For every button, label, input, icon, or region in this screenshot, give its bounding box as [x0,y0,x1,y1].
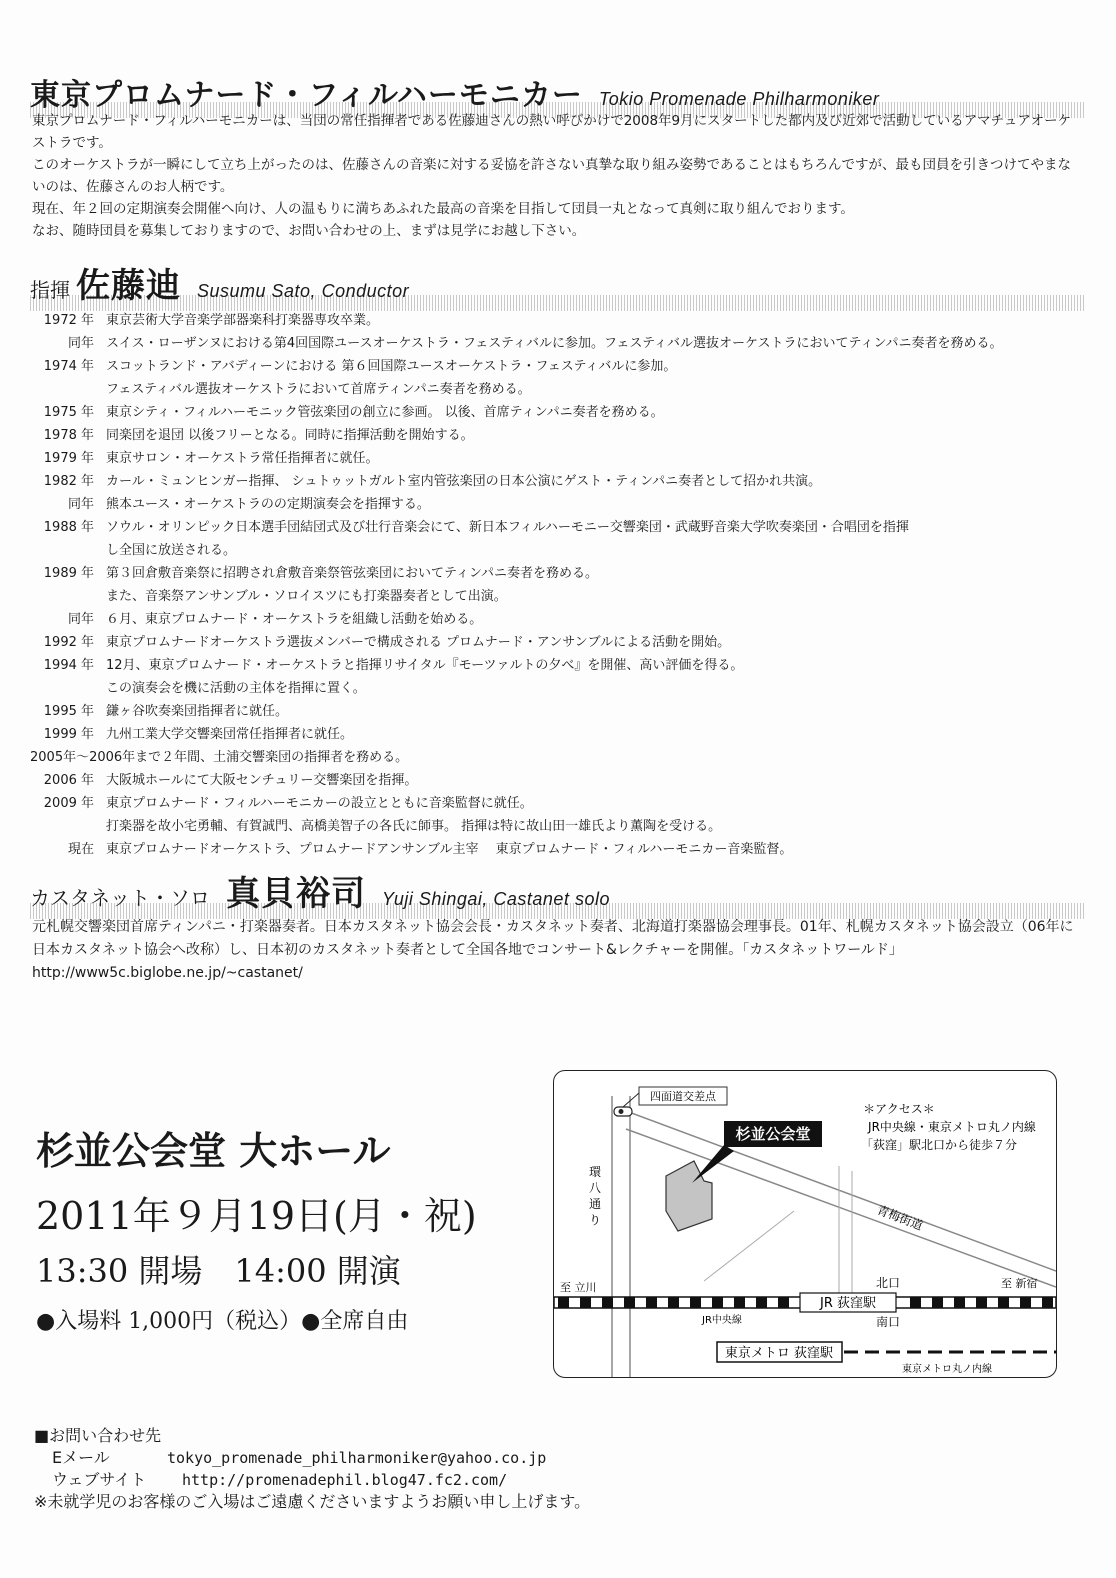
orchestra-paragraph: このオーケストラが一瞬にして立ち上がったのは、佐藤さんの音楽に対する妥協を許さない真摯な取り組み姿勢であることはもちろんですが、最も団員を引きつけてやまないのは、佐藤さんのお人柄です。 [32,157,1071,195]
career-year: 2009 年 [43,796,94,811]
conductor-name-en: Susumu Sato, Conductor [197,281,410,301]
track-tick [778,1297,789,1308]
career-year: 1979 年 [43,451,94,466]
career-text: 同楽団を退団 以後フリーとなる。同時に指揮活動を開始する。 [106,428,474,443]
track-tick [756,1297,767,1308]
career-year: 1989 年 [43,566,94,581]
track-tick [1020,1297,1031,1308]
orchestra-paragraph: なお、随時団員を募集しておりますので、お問い合わせの上、まずは見学にお越し下さい。 [32,223,586,239]
kanpachi-label-char: 通 [588,1197,602,1211]
career-text: 九州工業大学交響楽団常任指揮者に就任。 [106,727,354,742]
career-row [30,815,1082,838]
career-row [30,470,1082,493]
career-row [30,332,1082,355]
orchestra-paragraph: 現在、年２回の定期演奏会開催へ向け、人の温もりに満ちあふれた最高の音楽を目指して団員一丸となって真剣に取り組んでおります。 [32,201,854,217]
track-tick [998,1297,1009,1308]
career-year [30,585,106,608]
track-tick [932,1297,943,1308]
conductor-name: 佐藤迪 [76,266,181,306]
career-year [30,378,106,401]
email-label: Eメール [52,1448,110,1467]
contact-info [34,1425,590,1513]
track-tick [646,1297,657,1308]
south-exit-label: 南口 [876,1315,901,1329]
to-tachikawa-label: 至 立川 [560,1281,597,1294]
career-text: また、音楽祭アンサンブル・ソロイスツにも打楽器奏者として出演。 [106,589,507,604]
track-tick [580,1297,591,1308]
conductor-header [30,258,1086,307]
career-row [30,493,1082,516]
website-link[interactable]: http://promenadephil.blog47.fc2.com/ [182,1471,508,1489]
career-year: 1975 年 [43,405,94,420]
track-tick [734,1297,745,1308]
career-row [30,309,1082,332]
jr-station-label: JR 荻窪駅 [820,1296,876,1311]
career-year: 現在 [67,842,94,857]
conductor-role: 指揮 [30,278,70,302]
career-year: 1972 年 [43,313,94,328]
career-text: ６月、東京プロムナード・オーケストラを組織し活動を始める。 [106,612,483,627]
event-info [36,1120,477,1335]
career-year: 1999 年 [43,727,94,742]
career-year: 同年 [67,612,94,627]
career-text: ソウル・オリンピック日本選手団結団式及び壮行音楽会にて、新日本フィルハーモニー交響楽団・武蔵野音楽大学吹奏楽団・合唱団を指揮 [106,520,909,535]
orchestra-paragraph: 東京プロムナード・フィルハーモニカーは、当団の常任指揮者である佐藤迪さんの熱い呼びかけで2008年9月にスタートした都内及び近郊で活動しているアマチュアオーケストラです。 [32,113,1072,151]
intersection-callout-line [623,1093,639,1107]
access-line2: 「荻窪」駅北口から徒歩７分 [860,1138,1018,1152]
track-tick [976,1297,987,1308]
career-row [30,516,1082,539]
career-text: 東京シティ・フィルハーモニック管弦楽団の創立に参画。 以後、首席ティンパニ奏者を務める。 [106,405,664,420]
career-year: 1974 年 [43,359,94,374]
track-tick [624,1297,635,1308]
career-text: この演奏会を機に活動の主体を指揮に置く。 [106,681,366,696]
conductor-career-list [30,309,1082,861]
career-text: 東京プロムナードオーケストラ、プロムナードアンサンブル主宰 東京プロムナード・フィルハーモニカー音楽監督。 [106,842,793,857]
email-link[interactable]: tokyo_promenade_philharmoniker@yahoo.co.jp [167,1449,547,1467]
career-row [30,585,1082,608]
kanpachi-label-char: 八 [588,1181,602,1195]
career-text: フェスティバル選抜オーケストラにおいて首席ティンパニ奏者を務める。 [106,382,531,397]
career-text: 12月、東京プロムナード・オーケストラと指揮リサイタル『モーツァルトの夕べ』を開催、高い評価を得る。 [106,658,744,673]
career-year: 同年 [67,497,94,512]
career-year: 1992 年 [43,635,94,650]
admission-fee: ●入場料 1,000円（税込）●全席自由 [36,1309,409,1334]
orchestra-header [30,70,1086,114]
metro-line-label: 東京メトロ丸ノ内線 [902,1364,992,1375]
career-year: 1978 年 [43,428,94,443]
track-tick [668,1297,679,1308]
track-tick [712,1297,723,1308]
career-row [30,700,1082,723]
career-row [30,562,1082,585]
career-row [30,838,1082,861]
career-row [30,401,1082,424]
north-exit-label: 北口 [876,1276,901,1290]
career-row [30,631,1082,654]
career-row [30,792,1082,815]
career-row [30,447,1082,470]
career-row [30,654,1082,677]
venue-map-label: 杉並公会堂 [735,1125,811,1143]
career-row [30,424,1082,447]
career-row [30,355,1082,378]
career-row [30,746,1082,769]
orchestra-description [32,110,1084,242]
traffic-signal-light [619,1109,624,1114]
career-text: 鎌ヶ谷吹奏楽団指揮者に就任。 [106,704,289,719]
website-label: ウェブサイト [52,1470,147,1489]
side-street-line [704,1211,794,1281]
career-text: 大阪城ホールにて大阪センチュリー交響楽団を指揮。 [106,773,418,788]
career-year: 1982 年 [43,474,94,489]
kanpachi-label-char: 環 [588,1165,602,1179]
career-row [30,539,1082,562]
track-tick [602,1297,613,1308]
map-drawing [554,1071,1056,1377]
career-text: 東京サロン・オーケストラ常任指揮者に就任。 [106,451,379,466]
soloist-name: 真貝裕司 [226,874,366,914]
track-tick [1042,1297,1053,1308]
career-text: 熊本ユース・オーケストラのの定期演奏会を指揮する。 [106,497,430,512]
career-text: 東京プロムナードオーケストラ選抜メンバーで構成される プロムナード・アンサンブルによる活動を開始。 [106,635,731,650]
soloist-header [30,866,1086,915]
soloist-bio: 元札幌交響楽団首席ティンパニ・打楽器奏者。日本カスタネット協会会長・カスタネット奏者、北海道打楽器協会理事長。01年、札幌カスタネット協会設立（06年に日本カスタネット協会へ改称）し、日本初のカスタネット奏者として全国各地でコンサート&レクチャーを開催。「カスタネットワールド」http://www5c.biglobe.ne.jp/~castanet/ [32,919,1074,981]
venue-callout-pointer [692,1145,734,1183]
career-text: 東京芸術大学音楽学部器楽科打楽器専攻卒業。 [106,313,380,328]
event-date: 2011年９月19日(月・祝) [36,1194,477,1238]
kanpachi-label-char: り [588,1213,602,1227]
access-title: ＊アクセス＊ [863,1102,935,1116]
career-text: し全国に放送される。 [106,543,237,558]
jr-line-label: JR中央線 [702,1315,742,1326]
access-map [553,1070,1057,1378]
career-text: 打楽器を故小宅勇輔、有賀誠門、高橋美智子の各氏に師事。 指揮は特に故山田一雄氏より薫陶を受ける。 [106,819,722,834]
track-tick [954,1297,965,1308]
career-year [30,539,106,562]
soloist-role: カスタネット・ソロ [30,886,210,910]
career-text [408,746,1082,769]
orchestra-subtitle-en: Tokio Promenade Philharmoniker [598,89,880,109]
website-row [34,1469,590,1491]
career-year: 1995 年 [43,704,94,719]
to-shinjuku-label: 至 新宿 [1001,1277,1038,1290]
contact-header: ■お問い合わせ先 [34,1426,162,1445]
track-tick [558,1297,569,1308]
career-row [30,723,1082,746]
career-text: スイス・ローザンヌにおける第4回国際ユースオーケストラ・フェスティバルに参加。フェスティバル選抜オーケストラにおいてティンパニ奏者を務める。 [106,336,1003,351]
preschool-note: ※未就学児のお客様のご入場はご遠慮くださいますようお願い申し上げます。 [34,1492,591,1511]
career-year: 1988 年 [43,520,94,535]
career-text: カール・ミュンヒンガー指揮、 シュトゥットガルト室内管弦楽団の日本公演にゲスト・ティンパニ奏者として招かれ共演。 [106,474,822,489]
soloist-name-en: Yuji Shingai, Castanet solo [382,889,610,909]
ome-kaido-label: 青梅街道 [874,1202,925,1234]
career-text: 東京プロムナード・フィルハーモニカーの設立とともに音楽監督に就任。 [106,796,533,811]
career-year: 同年 [67,336,94,351]
career-row [30,608,1082,631]
career-year [30,815,106,838]
career-year: 2006 年 [43,773,94,788]
career-year [30,677,106,700]
career-text: 第３回倉敷音楽祭に招聘され倉敷音楽祭管弦楽団においてティンパニ奏者を務める。 [106,566,599,581]
event-time: 13:30 開場 14:00 開演 [36,1252,401,1290]
career-year: 1994 年 [43,658,94,673]
metro-station-label: 東京メトロ 荻窪駅 [724,1346,834,1361]
career-row [30,677,1082,700]
venue-name: 杉並公会堂 大ホール [36,1128,391,1173]
intersection-label: 四面道交差点 [650,1090,716,1103]
orchestra-title: 東京プロムナード・フィルハーモニカー [30,78,583,113]
track-tick [910,1297,921,1308]
track-tick [690,1297,701,1308]
career-year: 2005年～2006年まで２年間、土浦交響楽団の指揮者を務める。 [30,750,409,765]
access-line1: JR中央線・東京メトロ丸ノ内線 [868,1120,1036,1134]
career-row [30,378,1082,401]
career-row [30,769,1082,792]
career-text: スコットランド・アバディーンにおける 第６回国際ユースオーケストラ・フェスティバルに参加。 [106,359,677,374]
email-row [34,1447,590,1469]
